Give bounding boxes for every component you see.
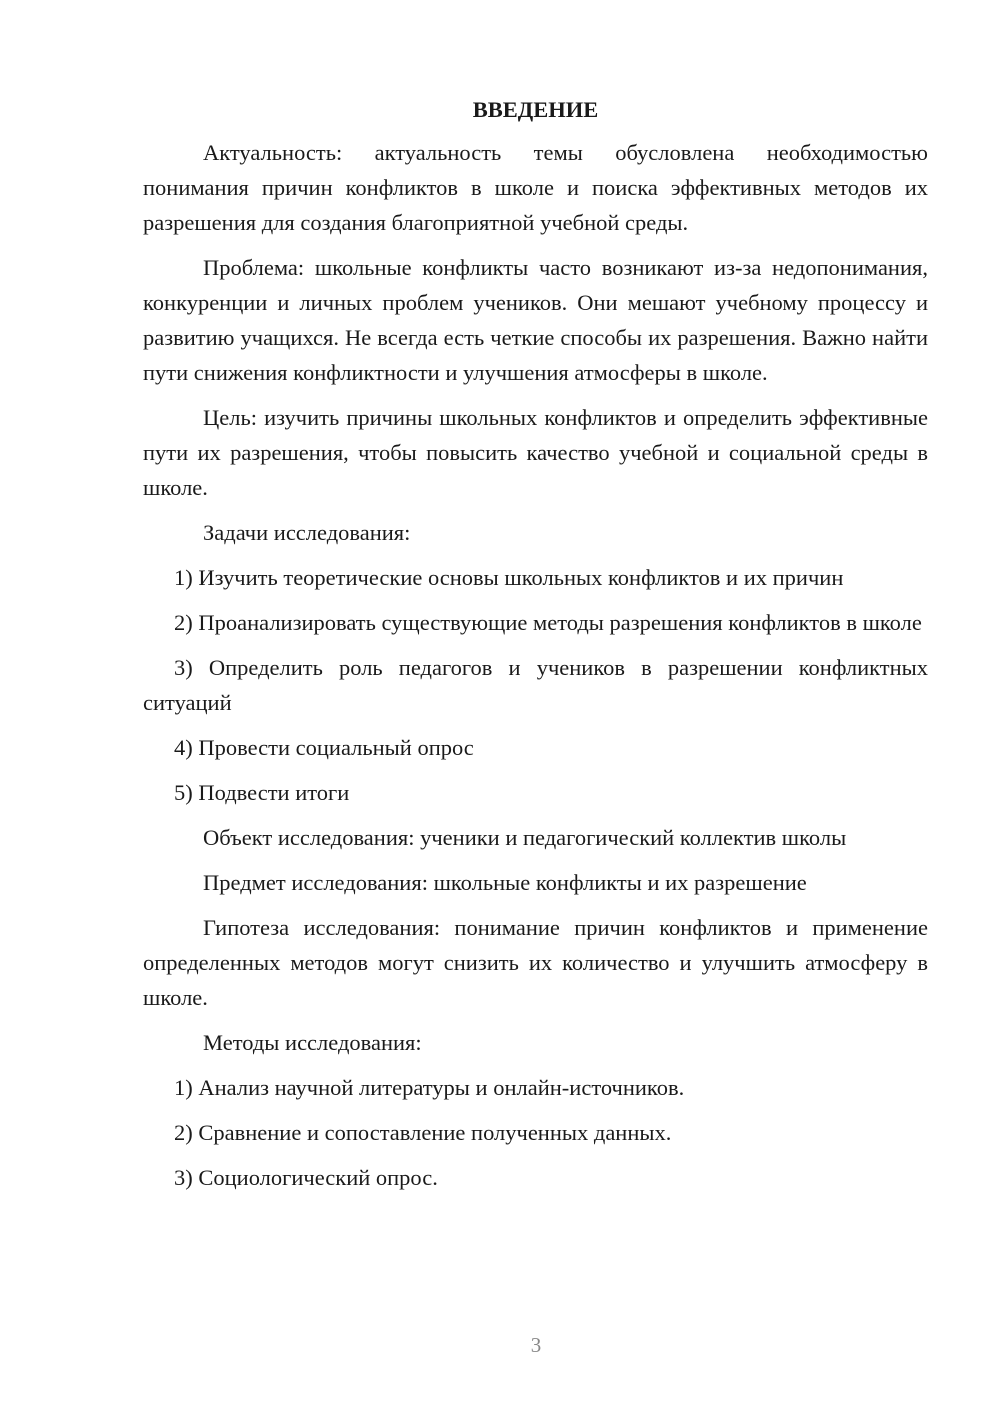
section-title: ВВЕДЕНИЕ [472, 97, 599, 122]
hypothesis-paragraph: Гипотеза исследования: понимание причин конфликтов и применение определенных методов могут снизить их количество и улучшить атмосферу в школе. [143, 915, 928, 1010]
task-item: 3) Определить роль педагогов и учеников в разрешении конфликтных ситуаций [143, 655, 928, 715]
method-item: 1) Анализ научной литературы и онлайн-источников. [174, 1075, 685, 1100]
method-item: 2) Сравнение и сопоставление полученных данных. [174, 1120, 672, 1145]
methods-heading: Методы исследования: [203, 1030, 422, 1055]
task-item: 2) Проанализировать существующие методы разрешения конфликтов в школе [174, 610, 922, 635]
goal-paragraph: Цель: изучить причины школьных конфликтов и определить эффективные пути их разрешения, чтобы повысить качество учебной и социальной среды в школе. [143, 405, 928, 500]
task-item: 1) Изучить теоретические основы школьных конфликтов и их причин [174, 565, 844, 590]
relevance-paragraph: Актуальность: актуальность темы обусловлена необходимостью понимания причин конфликтов в школе и поиска эффективных методов их разрешения для создания благоприятной учебной среды. [143, 140, 928, 235]
tasks-heading: Задачи исследования: [203, 520, 411, 545]
object-paragraph: Объект исследования: ученики и педагогический коллектив школы [203, 825, 847, 850]
problem-paragraph: Проблема: школьные конфликты часто возникают из-за недопонимания, конкуренции и личных проблем учеников. Они мешают учебному процессу и развитию учащихся. Не всегда есть четкие способы их разрешения. Важно найти пути снижения конфликтности и улучшения атмосферы в школе. [143, 255, 928, 385]
task-item: 4) Провести социальный опрос [174, 735, 474, 760]
page-content [143, 95, 928, 1205]
method-item: 3) Социологический опрос. [174, 1165, 438, 1190]
page-number: 3 [530, 1333, 542, 1357]
subject-paragraph: Предмет исследования: школьные конфликты и их разрешение [203, 870, 807, 895]
task-item: 5) Подвести итоги [174, 780, 350, 805]
